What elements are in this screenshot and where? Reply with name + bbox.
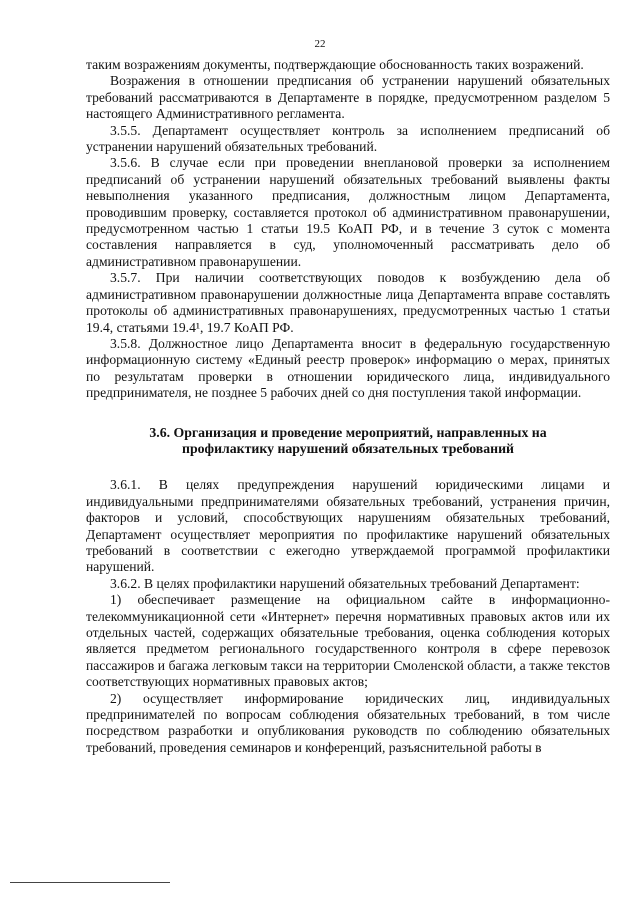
page-number: 22 bbox=[314, 38, 326, 50]
paragraph-3-5-8: 3.5.8. Должностное лицо Департамента вносит в федеральную государственную информационную систему «Единый реестр проверок» информацию о мерах, принятых по результатам проверки в отношении юридического лица, индивидуального предпринимателя, не позднее 5 рабочих дней со дня поступления такой информации. bbox=[86, 335, 610, 401]
paragraph-3-5-6: 3.5.6. В случае если при проведении внеплановой проверки за исполнением предписаний об устранении нарушений обязательных требований выявлены факты невыполнения указанного предписания, должностным лицом Департамента, проводившим проверку, составляется протокол об административном правонарушении, предусмотренном частью 1 статьи 19.5 КоАП РФ, и в течение 3 суток с момента составления направляется в суд, уполномоченный рассматривать дело об административном правонарушении. bbox=[86, 155, 610, 269]
paragraph-3-6-2: 3.6.2. В целях профилактики нарушений обязательных требований Департамент: bbox=[110, 575, 580, 591]
paragraph-continuation: таким возражениям документы, подтверждающие обоснованность таких возражений. bbox=[86, 57, 584, 72]
footer-rule bbox=[10, 882, 170, 883]
paragraph-3-5-5: 3.5.5. Департамент осуществляет контроль за исполнением предписаний об устранении нарушений обязательных требований. bbox=[86, 122, 610, 155]
paragraph-3-6-1: 3.6.1. В целях предупреждения нарушений юридическими лицами и индивидуальными предпринимателями обязательных требований, устранения причин, факторов и условий, способствующих нарушениям обязательных требований, Департамент осуществляет мероприятия по профилактике нарушений обязательных требований в соответствии с ежегодно утверждаемой программой профилактики нарушений. bbox=[86, 477, 610, 575]
page-content bbox=[86, 57, 610, 756]
paragraph-3-5-7: 3.5.7. При наличии соответствующих поводов к возбуждению дела об административном правонарушении должностные лица Департамента вправе составлять протоколы об административных правонарушениях, предусмотренных частью 1 статьи 19.4, статьями 19.4¹, 19.7 КоАП РФ. bbox=[86, 270, 610, 335]
list-item-1: 1) обеспечивает размещение на официальном сайте в информационно-телекоммуникационной сети «Интернет» перечня нормативных правовых актов или их отдельных частей, содержащих обязательные требования, оценка соблюдения которых является предметом регионального государственного контроля в сфере перевозок пассажиров и багажа легковым такси на территории Смоленской области, а также текстов соответствующих нормативных правовых актов; bbox=[86, 592, 610, 690]
paragraph-objections: Возражения в отношении предписания об устранении нарушений обязательных требований рассматриваются в Департаменте в порядке, предусмотренном разделом 5 настоящего Административного регламента. bbox=[86, 73, 610, 122]
section-heading-3-6: 3.6. Организация и проведение мероприятий, направленных на профилактику нарушений обязательных требований bbox=[149, 424, 547, 456]
list-item-2: 2) осуществляет информирование юридических лиц, индивидуальных предпринимателей по вопросам соблюдения обязательных требований, в том числе посредством разработки и опубликования руководств по соблюдению обязательных требований, проведения семинаров и конференций, разъяснительной работы в bbox=[86, 690, 610, 755]
